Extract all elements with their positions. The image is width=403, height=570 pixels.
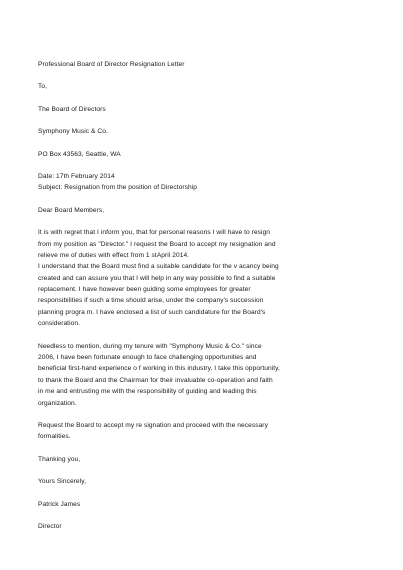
paragraph-line: planning progra m. I have enclosed a list of such candidature for the Board's [38, 308, 266, 316]
paragraph-line: to thank the Board and the Chairman for their invaluable co-operation and faith [38, 376, 273, 384]
paragraph-line: relieve me of duties with effect from 1 stApril 2014. [38, 251, 190, 259]
signer-title: Director [38, 522, 62, 530]
paragraph-line: Needless to mention, during my tenure with "Symphony Music & Co." since [38, 342, 262, 350]
paragraph-2 [38, 341, 368, 409]
paragraph-line: It is with regret that I inform you, that for personal reasons I will have to resign [38, 229, 271, 237]
paragraph-line: beneficial first-hand experience o f working in this industry. I take this opportunity, [38, 365, 280, 373]
paragraph-line: organization. [38, 399, 77, 407]
company-name: Symphony Music & Co. [38, 128, 108, 136]
paragraph-line: responsibilities if such a time should arise, under the company's succession [38, 297, 264, 305]
letter-title: Professional Board of Director Resignation Letter [38, 61, 185, 68]
paragraph-line: from my position as "Director." I request the Board to accept my resignation and [38, 240, 276, 248]
paragraph-line: consideration. [38, 320, 80, 328]
paragraph-line: Request the Board to accept my re signation and proceed with the necessary [38, 421, 268, 429]
paragraph-line: I understand that the Board must find a suitable candidate for the v acancy being [38, 263, 279, 271]
paragraph-1 [38, 227, 368, 330]
letter-date: Date: 17th February 2014 [38, 172, 115, 180]
paragraph-line: in me and entrusting me with the responsibility of guiding and leading this [38, 388, 257, 396]
salutation: Dear Board Members, [38, 206, 105, 214]
paragraph-3 [38, 420, 368, 443]
paragraph-line: replacement. I have however been guiding some employees for greater [38, 286, 251, 294]
closing-line: Yours Sincerely, [38, 478, 86, 486]
paragraph-line: 2006, I have been fortunate enough to face challenging opportunities and [38, 354, 257, 362]
recipient: The Board of Directors [38, 105, 106, 113]
letter-body [38, 59, 368, 532]
letter-subject: Subject: Resignation from the position of Directorship [38, 184, 197, 192]
paragraph-line: created and can assure you that I will help in any way possible to find a suitable [38, 274, 276, 282]
paragraph-line: formalities. [38, 433, 71, 441]
signer-name: Patrick James [38, 500, 81, 508]
to-label: To, [38, 83, 47, 91]
address: PO Box 43563, Seattle, WA [38, 150, 121, 158]
thanks-line: Thanking you, [38, 455, 81, 463]
